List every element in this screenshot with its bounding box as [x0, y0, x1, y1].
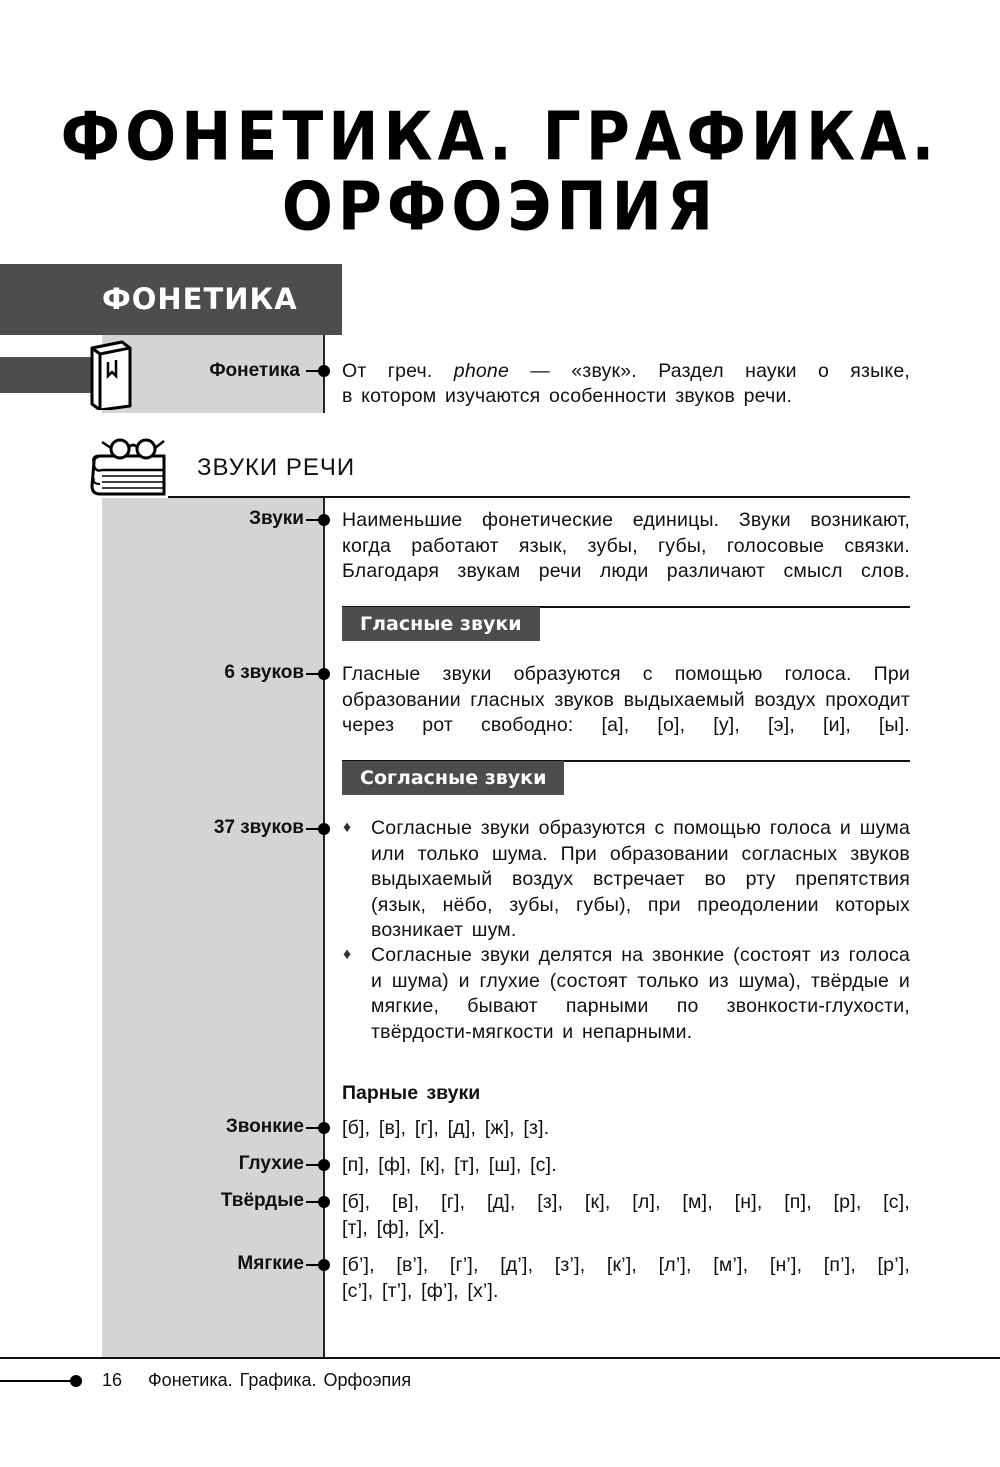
term-dot: [318, 514, 330, 526]
definition-text-line2: в котором изучаются особенности звуков речи.: [342, 385, 793, 407]
term-vowels-count: 6 звуков: [224, 662, 304, 683]
running-title: Фонетика. Графика. Орфоэпия: [148, 1370, 412, 1390]
term-voiced: Звонкие: [225, 1116, 304, 1137]
voiced-sounds: [б], [в], [г], [д], [ж], [з].: [342, 1117, 550, 1139]
term-dot: [318, 668, 330, 680]
term-voiceless: Глухие: [238, 1153, 304, 1174]
consonants-heading: Согласные звуки: [342, 761, 564, 795]
vowels-heading: Гласные звуки: [342, 607, 540, 641]
terms-gray-column: [102, 498, 324, 1358]
section-header: [0, 264, 342, 335]
footer-connector: [0, 1380, 76, 1382]
terms-divider: [323, 498, 325, 1358]
term-dot: [318, 1122, 330, 1134]
book-icon: [86, 340, 136, 410]
term-sounds: Звуки: [249, 508, 304, 529]
bullet-diamond-icon: ♦: [343, 946, 352, 963]
page-title-line1: ФОНЕТИКА. ГРАФИКА.: [60, 97, 940, 177]
voiceless-sounds: [п], [ф], [к], [т], [ш], [с].: [342, 1154, 557, 1176]
term-dot: [318, 1259, 330, 1271]
definition-text: [342, 359, 910, 385]
soft-sounds: [б’], [в’], [г’], [д’], [з’], [к’], [л’], [м’], [н’], [п’], [р’],: [342, 1254, 910, 1276]
consonants-bullet-1: Согласные звуки образуются с помощью голоса и шума или только шума. При образовании согласных звуков выдыхаемый воздух встречает во рту препятствия (язык, нёбо, зубы, губы), при преодолении которых возникает шум.: [371, 817, 910, 941]
section-title: ФОНЕТИКА: [102, 282, 298, 316]
term-soft: Мягкие: [237, 1253, 304, 1274]
paired-heading: Парные звуки: [342, 1082, 481, 1104]
term-dot: [318, 823, 330, 835]
page-title-line2: ОРФОЭПИЯ: [281, 167, 719, 247]
hard-sounds-line2: [т], [ф], [х].: [342, 1217, 446, 1239]
term-dot: [318, 365, 330, 377]
sounds-text: Наименьшие фонетические единицы. Звуки возникают, когда работают язык, зубы, губы, голосовые связки. Благодаря звукам речи люди различают смысл слов.: [342, 509, 910, 582]
definition-prefix: От греч.: [342, 360, 454, 382]
hard-sounds: [б], [в], [г], [д], [з], [к], [л], [м], [н], [п], [р], [с],: [342, 1191, 910, 1213]
books-with-glasses-icon: [88, 436, 172, 500]
term-phonetics: Фонетика: [209, 360, 300, 381]
soft-sounds-line2: [с’], [т’], [ф’], [х’].: [342, 1280, 499, 1302]
definition-rest: — «звук». Раздел науки о языке,: [509, 360, 911, 382]
term-dot: [318, 1159, 330, 1171]
page-number: 16: [102, 1370, 123, 1390]
footer-dot: [70, 1375, 82, 1387]
footer-rule: [0, 1357, 1000, 1359]
term-hard: Твёрдые: [220, 1190, 304, 1211]
vowels-text: Гласные звуки образуются с помощью голоса. При образовании гласных звуков выдыхаемый воздух проходит через рот свободно: [а], [о], [у], [э], [и], [ы].: [342, 663, 910, 736]
consonants-bullet-2: Согласные звуки делятся на звонкие (состоят из голоса и шума) и глухие (состоят только из шума), твёрдые и мягкие, бывают парными по звонкости-глухости, твёрдости-мягкости и непарными.: [371, 944, 910, 1043]
definition-italic-word: phone: [453, 360, 510, 382]
subsection-title: ЗВУКИ РЕЧИ: [197, 454, 356, 481]
term-consonants-count: 37 звуков: [213, 817, 304, 838]
term-dot: [318, 1196, 330, 1208]
bullet-diamond-icon: ♦: [343, 819, 352, 836]
